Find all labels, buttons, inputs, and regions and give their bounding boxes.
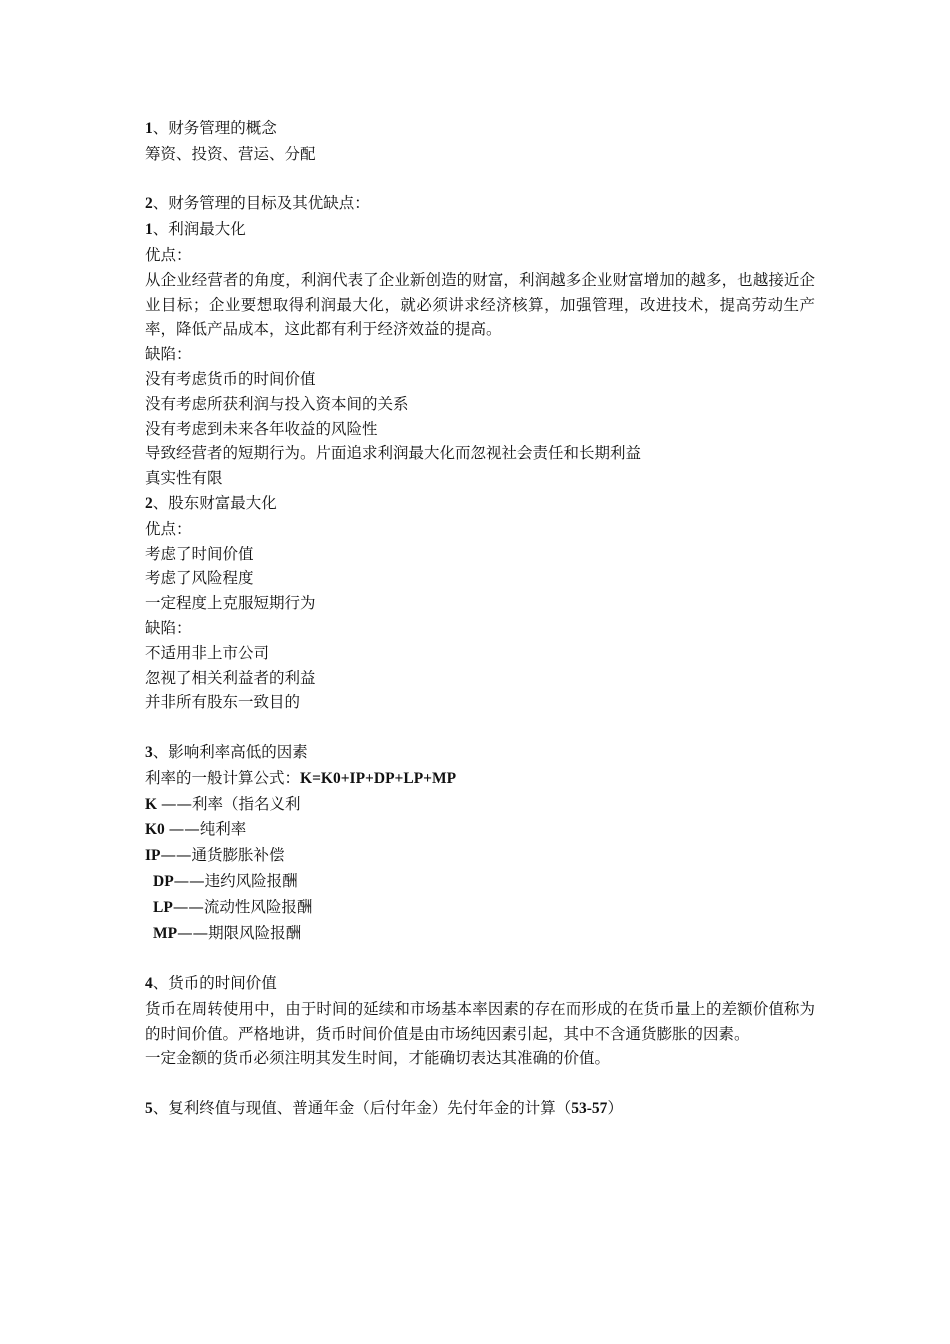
section-3-heading: 3、影响利率高低的因素 xyxy=(145,742,308,761)
section-4-heading: 4、货币的时间价值 xyxy=(145,974,277,993)
document-page xyxy=(145,116,815,1122)
pros-label: 优点： xyxy=(145,245,192,264)
cons-item: 没有考虑所获利润与投入资本间的关系 xyxy=(145,394,409,413)
formula-line: 利率的一般计算公式：K=K0+IP+DP+LP+MP xyxy=(145,768,457,787)
cons-label: 缺陷： xyxy=(145,345,192,364)
formula-term: K ——利率（指名义利 xyxy=(145,794,301,813)
pros-item: 考虑了时间价值 xyxy=(145,544,254,563)
formula-term: K0 ——纯利率 xyxy=(145,820,247,839)
section-1-body: 筹资、投资、营运、分配 xyxy=(145,144,316,163)
formula-term: IP——通货膨胀补偿 xyxy=(145,846,285,865)
cons-item: 忽视了相关利益者的利益 xyxy=(145,668,316,687)
subsection-profit-max-heading: 1、利润最大化 xyxy=(145,220,246,239)
pros-item: 一定程度上克服短期行为 xyxy=(145,594,316,613)
cons-item: 导致经营者的短期行为。片面追求利润最大化而忽视社会责任和长期利益 xyxy=(145,444,642,463)
pros-item: 考虑了风险程度 xyxy=(145,569,254,588)
interest-formula: K=K0+IP+DP+LP+MP xyxy=(300,769,457,787)
formula-term: MP——期限风险报酬 xyxy=(153,923,302,942)
cons-item: 没有考虑货币的时间价值 xyxy=(145,369,316,388)
pros-paragraph: 从企业经营者的角度，利润代表了企业新创造的财富，利润越多企业财富增加的越多，也越接近企业目标；企业要想取得利润最大化，就必须讲求经济核算，加强管理，改进技术，提高劳动生产率，降低产品成本，这此都有利于经济效益的提高。 xyxy=(145,270,815,339)
cons-item: 没有考虑到未来各年收益的风险性 xyxy=(145,419,378,438)
cons-item: 并非所有股东一致目的 xyxy=(145,693,301,712)
cons-item: 不适用非上市公司 xyxy=(145,643,270,662)
section-4-paragraph: 一定金额的货币必须注明其发生时间，才能确切表达其准确的价值。 xyxy=(145,1049,611,1068)
pros-label: 优点： xyxy=(145,519,192,538)
subsection-shareholder-wealth-heading: 2、股东财富最大化 xyxy=(145,493,277,512)
page-range: 53-57 xyxy=(571,1100,608,1118)
section-5-heading: 5、复利终值与现值、普通年金（后付年金）先付年金的计算（53-57） xyxy=(145,1099,623,1118)
formula-term: LP——流动性风险报酬 xyxy=(153,897,313,916)
formula-term: DP——违约风险报酬 xyxy=(153,871,298,890)
cons-label: 缺陷： xyxy=(145,618,192,637)
cons-item: 真实性有限 xyxy=(145,469,223,488)
section-4-paragraph: 货币在周转使用中，由于时间的延续和市场基本率因素的存在而形成的在货币量上的差额价值称为的时间价值。严格地讲，货币时间价值是由市场纯因素引起，其中不含通货膨胀的因素。 xyxy=(145,999,815,1043)
section-1-heading: 1、财务管理的概念 xyxy=(145,119,277,137)
section-2-heading: 2、财务管理的目标及其优缺点： xyxy=(145,194,370,213)
